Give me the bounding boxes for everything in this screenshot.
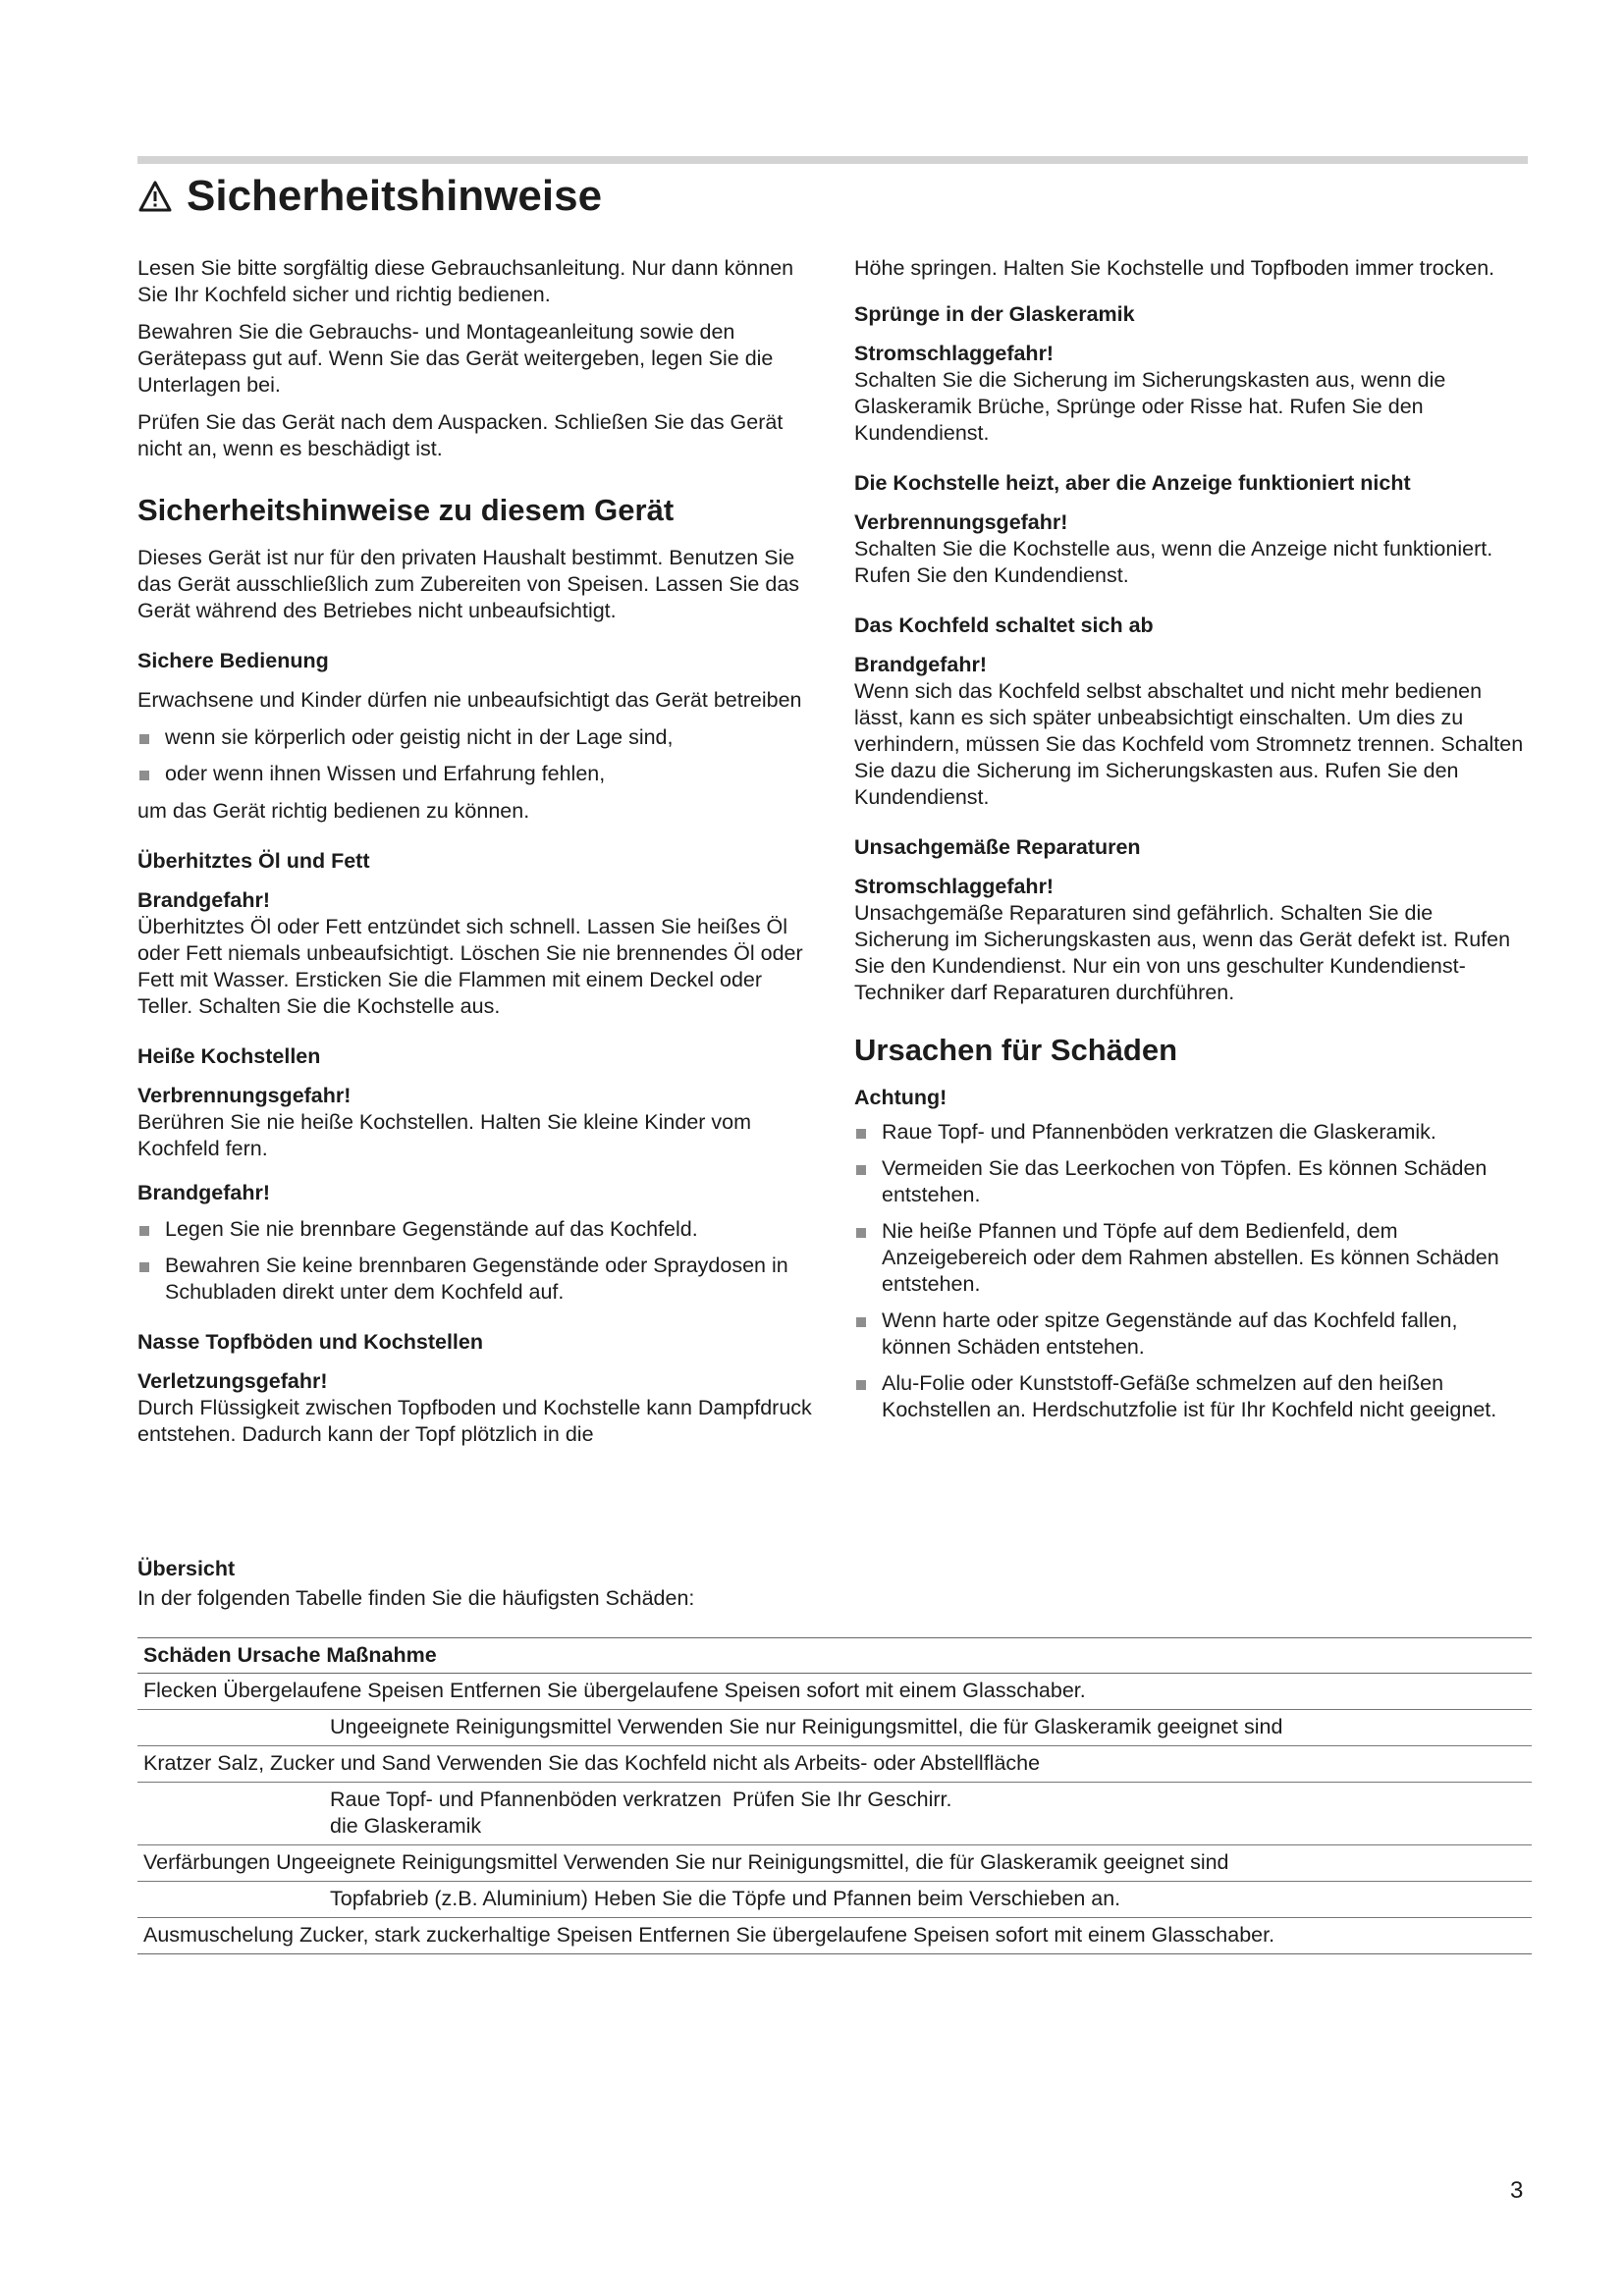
warning-triangle-icon (137, 172, 173, 227)
overview-text: In der folgenden Tabelle finden Sie die häufigsten Schäden: (137, 1586, 695, 1610)
continued-text: Höhe springen. Halten Sie Kochstelle und Topfboden immer trocken. (854, 256, 1495, 280)
list-item: Alu-Folie oder Kunststoff-Gefäße schmelzen auf den heißen Kochstellen an. Herdschutzfolie ist für Ihr Kochfeld nicht geeignet. (854, 1370, 1532, 1423)
damage-heading: Ursachen für Schäden (854, 1033, 1178, 1067)
burn-hazard-label: Verbrennungsgefahr! (137, 1084, 352, 1107)
shock-hazard-label: Stromschlaggefahr! (854, 342, 1055, 365)
oil-heading: Überhitztes Öl und Fett (137, 849, 370, 873)
repairs-heading: Unsachgemäße Reparaturen (854, 835, 1141, 859)
list-item: Legen Sie nie brennbare Gegenstände auf das Kochfeld. (137, 1216, 815, 1243)
list-item: oder wenn ihnen Wissen und Erfahrung fehlen, (137, 761, 815, 787)
table-row (137, 1783, 1532, 1845)
fire-hazard-label: Brandgefahr! (137, 1181, 270, 1204)
device-safety-text: Dieses Gerät ist nur für den privaten Haushalt bestimmt. Benutzen Sie das Gerät ausschließlich zum Zubereiten von Speisen. Lassen Sie das Gerät während des Betriebes nicht unbeaufsichtigt. (137, 546, 800, 622)
table-cell: Topfabrieb (z.B. Aluminium) Heben Sie die Töpfe und Pfannen beim Verschieben an. (137, 1882, 1532, 1918)
safe-operation-text: Erwachsene und Kinder dürfen nie unbeaufsichtigt das Gerät betreiben (137, 688, 802, 712)
table-cell: Ausmuschelung Zucker, stark zuckerhaltige Speisen Entfernen Sie übergelaufene Speisen sofort mit einem Glasschaber. (137, 1918, 1532, 1954)
hot-zones-text: Berühren Sie nie heiße Kochstellen. Halten Sie kleine Kinder vom Kochfeld fern. (137, 1110, 752, 1160)
hot-zones-heading: Heiße Kochstellen (137, 1044, 321, 1068)
list-item: Bewahren Sie keine brennbaren Gegenstände oder Spraydosen in Schubladen direkt unter dem Kochfeld auf. (137, 1253, 815, 1306)
table-header-row (137, 1638, 1532, 1674)
page-title (137, 169, 602, 227)
list-item: Wenn harte oder spitze Gegenstände auf das Kochfeld fallen, können Schäden entstehen. (854, 1308, 1532, 1361)
switch-off-text: Wenn sich das Kochfeld selbst abschaltet und nicht mehr bedienen lässt, kann es sich später unbeabsichtigt einschalten. Um dies zu verhindern, müssen Sie das Kochfeld vom Stromnetz trennen. Schalten Sie dazu die Sicherung im Sicherungskasten aus. Rufen Sie den Kundendienst. (854, 679, 1524, 809)
burn-hazard-label: Verbrennungsgefahr! (854, 510, 1068, 534)
page-number: 3 (1510, 2177, 1524, 2204)
table-cell: Kratzer Salz, Zucker und Sand Verwenden Sie das Kochfeld nicht als Arbeits- oder Abstellfläche (137, 1746, 1532, 1783)
damage-table (137, 1637, 1532, 1954)
table-row (137, 1845, 1532, 1882)
list-item: Vermeiden Sie das Leerkochen von Töpfen. Es können Schäden entstehen. (854, 1155, 1532, 1208)
shock-hazard-label: Stromschlaggefahr! (854, 875, 1055, 898)
table-cell: Raue Topf- und Pfannenböden verkratzen die Glaskeramik (330, 1788, 722, 1838)
table-cell: Verfärbungen Ungeeignete Reinigungsmittel Verwenden Sie nur Reinigungsmittel, die für Glaskeramik geeignet sind (137, 1845, 1532, 1882)
cracks-heading: Sprünge in der Glaskeramik (854, 302, 1135, 326)
repairs-text: Unsachgemäße Reparaturen sind gefährlich. Schalten Sie die Sicherung im Sicherungskasten aus, wenn das Gerät defekt ist. Rufen Sie den Kundendienst. Nur ein von uns geschulter Kundendienst-Techniker darf Reparaturen durchführen. (854, 901, 1511, 1004)
list-item: wenn sie körperlich oder geistig nicht in der Lage sind, (137, 724, 815, 751)
wet-pans-text: Durch Flüssigkeit zwischen Topfboden und Kochstelle kann Dampfdruck entstehen. Dadurch kann der Topf plötzlich in die (137, 1396, 812, 1446)
hot-zones-list (137, 1216, 815, 1306)
list-item: Raue Topf- und Pfannenböden verkratzen die Glaskeramik. (854, 1119, 1532, 1146)
table-row (137, 1674, 1532, 1710)
table-row (137, 1918, 1532, 1954)
table-cell: Flecken Übergelaufene Speisen Entfernen Sie übergelaufene Speisen sofort mit einem Glasschaber. (137, 1674, 1532, 1710)
table-row (137, 1710, 1532, 1746)
safe-operation-heading: Sichere Bedienung (137, 649, 329, 672)
table-header: Schäden Ursache Maßnahme (137, 1638, 1532, 1674)
switch-off-heading: Das Kochfeld schaltet sich ab (854, 614, 1154, 637)
page-title-text: Sicherheitshinweise (187, 172, 603, 220)
device-safety-heading: Sicherheitshinweise zu diesem Gerät (137, 493, 675, 527)
fire-hazard-label: Brandgefahr! (137, 888, 270, 912)
injury-hazard-label: Verletzungsgefahr! (137, 1369, 328, 1393)
left-column (137, 255, 815, 1459)
oil-text: Überhitztes Öl oder Fett entzündet sich schnell. Lassen Sie heißes Öl oder Fett niemals unbeaufsichtigt. Löschen Sie nie brennendes Öl oder Fett mit Wasser. Ersticken Sie die Flammen mit einem Deckel oder Teller. Schalten Sie die Kochstelle aus. (137, 915, 803, 1018)
overview-heading: Übersicht (137, 1557, 236, 1580)
intro-paragraph: Bewahren Sie die Gebrauchs- und Montageanleitung sowie den Gerätepass gut auf. Wenn Sie das Gerät weitergeben, legen Sie die Unterlagen bei. (137, 320, 774, 397)
right-column (854, 255, 1532, 1434)
display-text: Schalten Sie die Kochstelle aus, wenn die Anzeige nicht funktioniert. Rufen Sie den Kundendienst. (854, 537, 1493, 587)
safe-operation-list (137, 724, 815, 787)
attention-label: Achtung! (854, 1086, 947, 1109)
damage-list (854, 1119, 1532, 1423)
intro-paragraph: Prüfen Sie das Gerät nach dem Auspacken. Schließen Sie das Gerät nicht an, wenn es beschädigt ist. (137, 410, 784, 460)
table-row (137, 1746, 1532, 1783)
fire-hazard-label: Brandgefahr! (854, 653, 987, 676)
table-row (137, 1882, 1532, 1918)
intro-paragraph: Lesen Sie bitte sorgfältig diese Gebrauchsanleitung. Nur dann können Sie Ihr Kochfeld sicher und richtig bedienen. (137, 256, 794, 306)
table-cell: Prüfen Sie Ihr Geschirr. (732, 1788, 952, 1811)
overview-section (137, 1556, 1532, 1623)
header-rule (137, 156, 1528, 164)
wet-pans-heading: Nasse Topfböden und Kochstellen (137, 1330, 483, 1354)
safe-operation-after: um das Gerät richtig bedienen zu können. (137, 799, 530, 823)
table-cell-wrap (137, 1783, 1532, 1845)
table-cell: Ungeeignete Reinigungsmittel Verwenden Sie nur Reinigungsmittel, die für Glaskeramik geeignet sind (137, 1710, 1532, 1746)
list-item: Nie heiße Pfannen und Töpfe auf dem Bedienfeld, dem Anzeigebereich oder dem Rahmen abstellen. Es können Schäden entstehen. (854, 1218, 1532, 1298)
display-heading: Die Kochstelle heizt, aber die Anzeige funktioniert nicht (854, 471, 1411, 495)
cracks-text: Schalten Sie die Sicherung im Sicherungskasten aus, wenn die Glaskeramik Brüche, Sprünge oder Risse hat. Rufen Sie den Kundendienst. (854, 368, 1446, 445)
